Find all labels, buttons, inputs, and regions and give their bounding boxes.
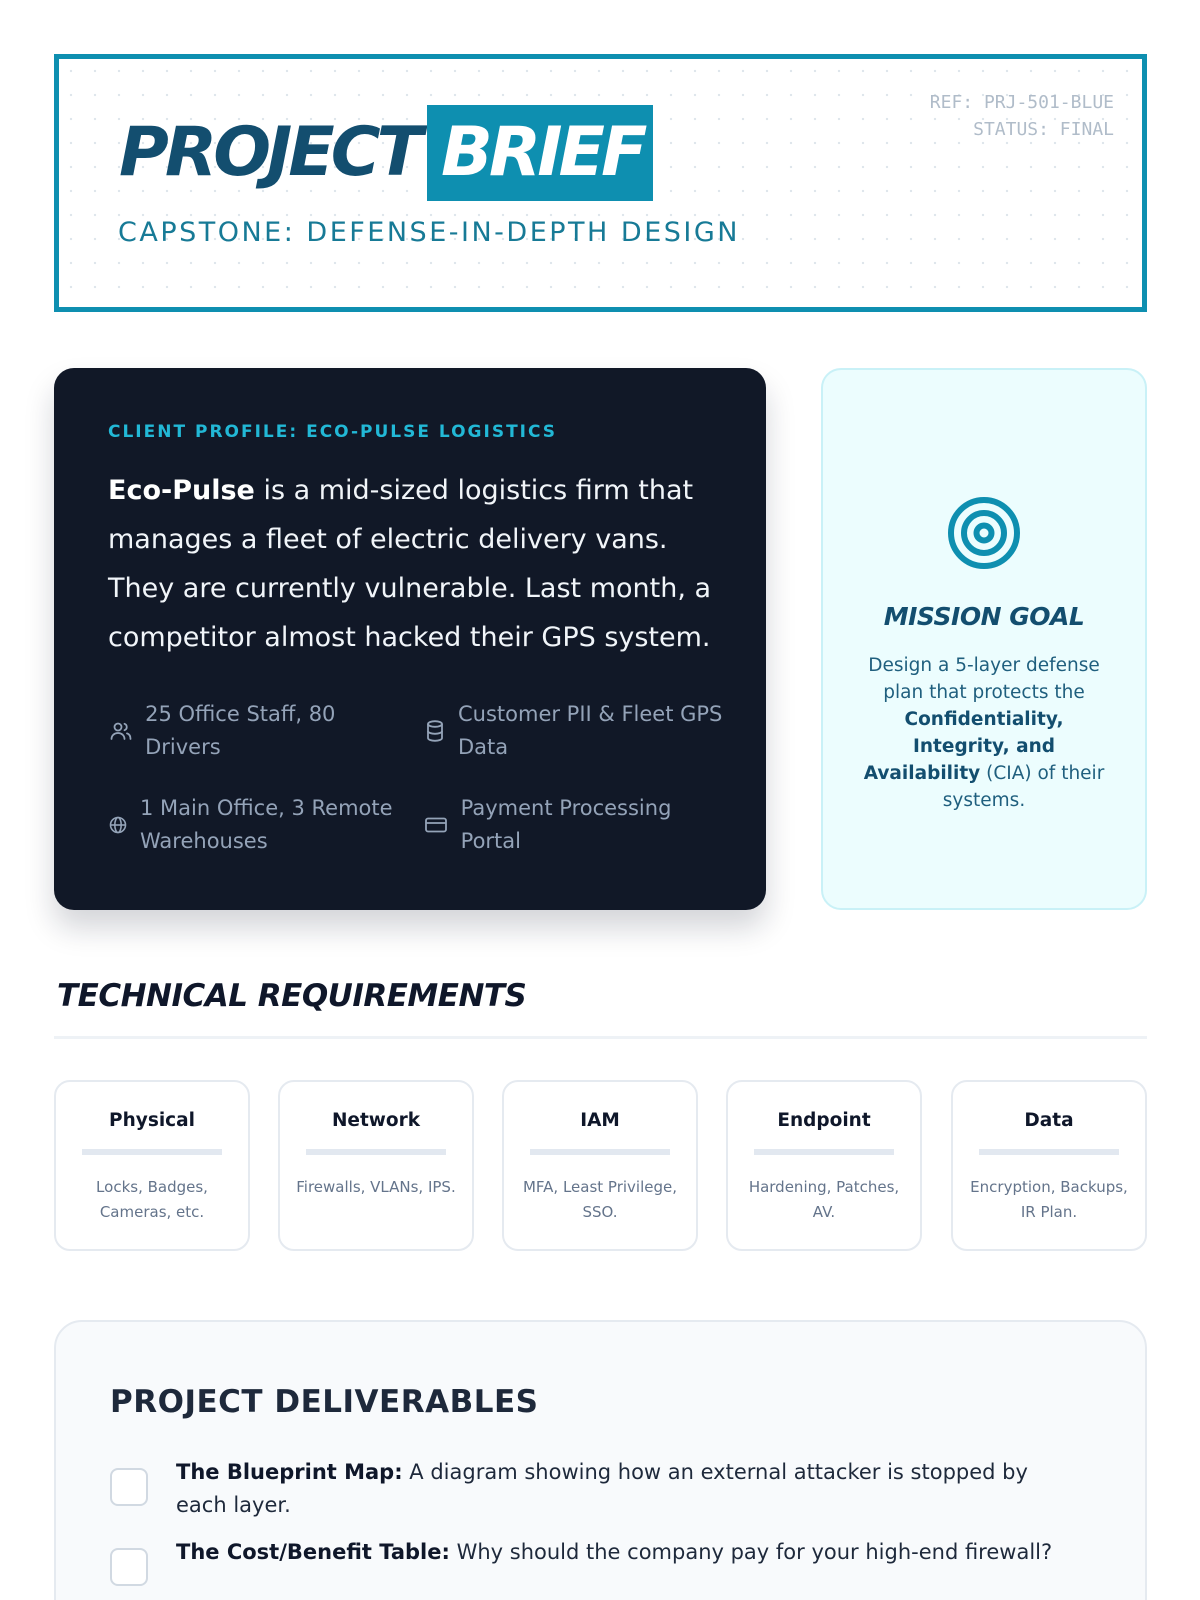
requirement-desc: Locks, Badges, Cameras, etc.: [96, 1178, 208, 1221]
deliverable-item: [110, 1536, 1070, 1586]
client-description: [108, 466, 718, 662]
client-name: Eco-Pulse: [108, 475, 255, 506]
project-deliverables-panel: [54, 1320, 1147, 1600]
technical-requirements-title: TECHNICAL REQUIREMENTS: [57, 978, 527, 1014]
globe-icon: [108, 815, 128, 835]
mission-text-before: Design a 5-layer defense plan that protects the: [868, 655, 1100, 703]
requirement-title: Physical: [109, 1110, 195, 1131]
fact-text: Payment Processing Portal: [460, 796, 672, 853]
requirement-card-physical: [54, 1080, 250, 1251]
requirement-divider: [979, 1149, 1119, 1155]
target-icon: [947, 496, 1021, 574]
requirement-title: Data: [1024, 1110, 1074, 1131]
deliverable-item: [110, 1456, 1070, 1522]
status-label: STATUS: FINAL: [973, 119, 1114, 140]
mission-goal-card: [821, 368, 1147, 910]
requirement-divider: [754, 1149, 894, 1155]
mission-text-bold: Confidentiality, Integrity, and Availability: [863, 709, 1064, 784]
page-title: [119, 105, 653, 201]
client-profile-label: CLIENT PROFILE: ECO-PULSE LOGISTICS: [108, 422, 558, 442]
credit-card-icon: [424, 815, 449, 835]
fact-text: 1 Main Office, 3 Remote Warehouses: [140, 796, 393, 853]
title-project: PROJECT: [119, 113, 420, 192]
deliverables-title: PROJECT DELIVERABLES: [110, 1384, 539, 1420]
requirement-desc: MFA, Least Privilege, SSO.: [522, 1178, 678, 1221]
requirement-divider: [530, 1149, 670, 1155]
deliverable-text: [176, 1456, 1070, 1522]
requirement-desc: Hardening, Patches, AV.: [748, 1178, 900, 1221]
deliverable-text: [176, 1536, 1052, 1569]
fact-staff: [108, 698, 408, 764]
requirement-card-endpoint: [726, 1080, 922, 1251]
section-divider: [54, 1036, 1147, 1039]
requirement-divider: [82, 1149, 222, 1155]
requirement-title: Network: [331, 1110, 421, 1131]
project-header: [54, 54, 1147, 312]
deliverable-desc: A diagram showing how an external attacker is stopped by each layer.: [176, 1460, 1028, 1517]
requirement-card-network: [278, 1080, 474, 1251]
mission-text: [863, 652, 1105, 814]
deliverable-name: The Cost/Benefit Table:: [176, 1540, 450, 1564]
page-subtitle: CAPSTONE: DEFENSE-IN-DEPTH DESIGN: [118, 217, 740, 248]
requirement-card-iam: [502, 1080, 698, 1251]
requirement-title: Endpoint: [777, 1110, 871, 1131]
fact-text: Customer PII & Fleet GPS Data: [458, 702, 723, 759]
client-profile-card: [54, 368, 766, 910]
requirement-title: IAM: [580, 1110, 620, 1131]
client-description-text: is a mid-sized logistics firm that manages a fleet of electric delivery vans. They are currently vulnerable. Last month, a competitor almost hacked their GPS system.: [108, 475, 712, 653]
fact-data: [424, 698, 724, 764]
mission-text-after: (CIA) of their systems.: [942, 763, 1105, 811]
database-icon: [424, 719, 446, 743]
requirement-desc: Encryption, Backups, IR Plan.: [970, 1178, 1128, 1221]
title-brief: BRIEF: [427, 105, 653, 201]
deliverable-name: The Blueprint Map:: [176, 1460, 403, 1484]
deliverable-checkbox[interactable]: [110, 1548, 148, 1586]
users-icon: [108, 719, 133, 743]
fact-text: 25 Office Staff, 80 Drivers: [145, 702, 336, 759]
reference-meta: [930, 89, 1114, 143]
requirement-divider: [306, 1149, 446, 1155]
mission-title: MISSION GOAL: [883, 602, 1085, 631]
fact-payments: [424, 792, 724, 858]
fact-locations: [108, 792, 408, 858]
requirement-card-data: [951, 1080, 1147, 1251]
reference-code: REF: PRJ-501-BLUE: [929, 92, 1114, 113]
requirement-desc: Firewalls, VLANs, IPS.: [296, 1178, 456, 1196]
deliverable-checkbox[interactable]: [110, 1468, 148, 1506]
deliverable-desc: Why should the company pay for your high-end firewall?: [449, 1540, 1053, 1564]
